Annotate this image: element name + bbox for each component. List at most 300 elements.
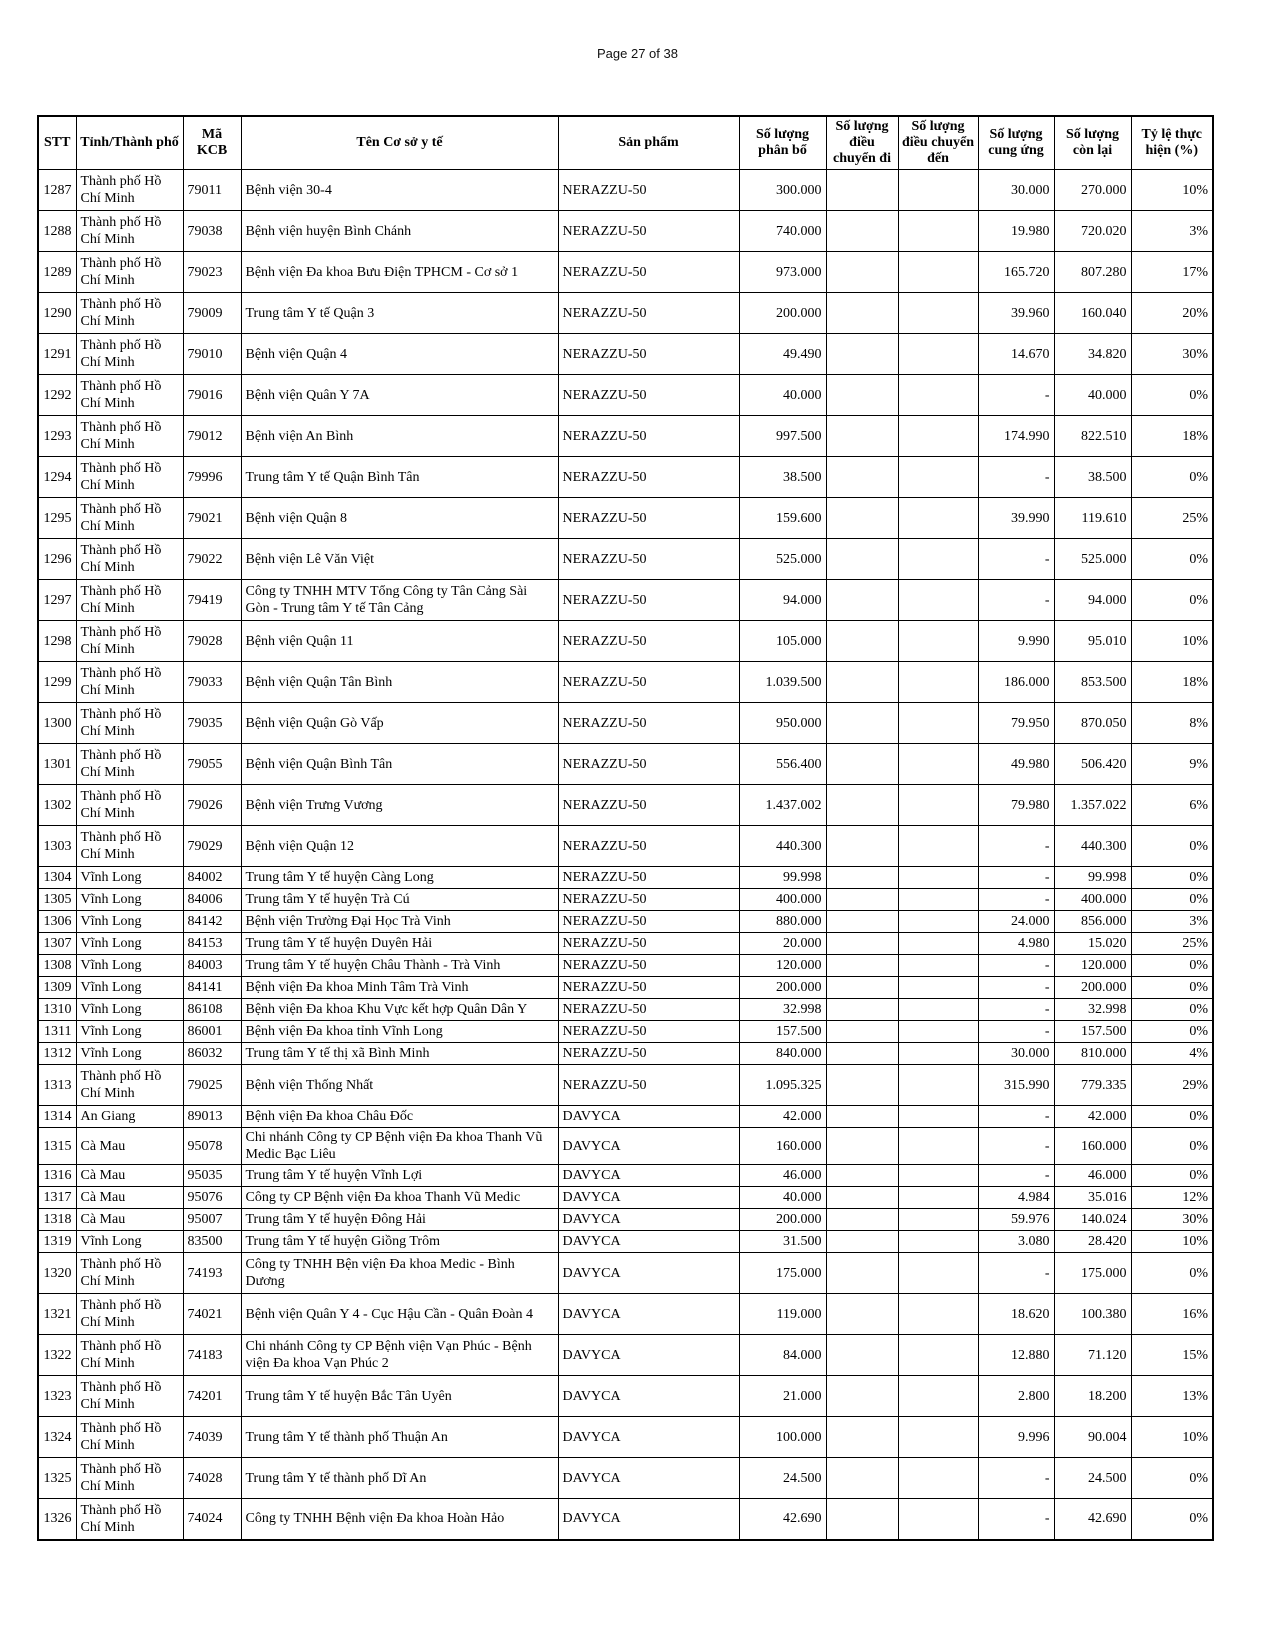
- cell-completion-rate: 0%: [1131, 1106, 1213, 1128]
- cell-transferred-in-qty: [898, 1106, 978, 1128]
- cell-remaining-qty: 157.500: [1054, 1021, 1131, 1043]
- cell-remaining-qty: 100.380: [1054, 1294, 1131, 1335]
- cell-product: NERAZZU-50: [558, 293, 739, 334]
- cell-transferred-out-qty: [826, 170, 898, 211]
- cell-allocated-qty: 24.500: [739, 1458, 826, 1499]
- cell-completion-rate: 0%: [1131, 375, 1213, 416]
- cell-province: Vĩnh Long: [76, 977, 183, 999]
- cell-province: Thành phố Hồ Chí Minh: [76, 1376, 183, 1417]
- cell-product: DAVYCA: [558, 1209, 739, 1231]
- table-row: [38, 170, 1213, 211]
- cell-stt: 1316: [38, 1165, 76, 1187]
- cell-product: NERAZZU-50: [558, 889, 739, 911]
- cell-supplied-qty: 59.976: [978, 1209, 1054, 1231]
- cell-stt: 1287: [38, 170, 76, 211]
- cell-transferred-out-qty: [826, 662, 898, 703]
- cell-province: Thành phố Hồ Chí Minh: [76, 457, 183, 498]
- cell-transferred-out-qty: [826, 211, 898, 252]
- cell-facility-name: Bệnh viện Đa khoa Khu Vực kết hợp Quân Dân Y: [241, 999, 558, 1021]
- cell-facility-name: Trung tâm Y tế huyện Duyên Hải: [241, 933, 558, 955]
- cell-facility-name: Chi nhánh Công ty CP Bệnh viện Đa khoa Thanh Vũ Medic Bạc Liêu: [241, 1128, 558, 1165]
- cell-completion-rate: 0%: [1131, 539, 1213, 580]
- cell-remaining-qty: 175.000: [1054, 1253, 1131, 1294]
- column-header-supplied-qty: Số lượng cung ứng: [978, 116, 1054, 170]
- cell-allocated-qty: 105.000: [739, 621, 826, 662]
- cell-completion-rate: 0%: [1131, 999, 1213, 1021]
- cell-remaining-qty: 810.000: [1054, 1043, 1131, 1065]
- cell-completion-rate: 0%: [1131, 826, 1213, 867]
- cell-allocated-qty: 200.000: [739, 293, 826, 334]
- cell-completion-rate: 0%: [1131, 1499, 1213, 1540]
- cell-facility-name: Chi nhánh Công ty CP Bệnh viện Vạn Phúc - Bệnh viện Đa khoa Vạn Phúc 2: [241, 1335, 558, 1376]
- cell-completion-rate: 3%: [1131, 211, 1213, 252]
- cell-facility-code: 74201: [183, 1376, 241, 1417]
- cell-transferred-in-qty: [898, 375, 978, 416]
- table-row: [38, 1043, 1213, 1065]
- cell-facility-name: Trung tâm Y tế Quận Bình Tân: [241, 457, 558, 498]
- cell-product: DAVYCA: [558, 1106, 739, 1128]
- cell-allocated-qty: 175.000: [739, 1253, 826, 1294]
- cell-allocated-qty: 31.500: [739, 1231, 826, 1253]
- cell-remaining-qty: 119.610: [1054, 498, 1131, 539]
- cell-stt: 1317: [38, 1187, 76, 1209]
- column-header-completion-rate: Tỷ lệ thực hiện (%): [1131, 116, 1213, 170]
- cell-transferred-in-qty: [898, 1376, 978, 1417]
- cell-stt: 1305: [38, 889, 76, 911]
- column-header-transferred-in-qty: Số lượng điều chuyển đến: [898, 116, 978, 170]
- cell-remaining-qty: 120.000: [1054, 955, 1131, 977]
- cell-facility-code: 79038: [183, 211, 241, 252]
- cell-transferred-out-qty: [826, 1106, 898, 1128]
- cell-province: Vĩnh Long: [76, 889, 183, 911]
- cell-completion-rate: 29%: [1131, 1065, 1213, 1106]
- cell-completion-rate: 0%: [1131, 457, 1213, 498]
- cell-completion-rate: 30%: [1131, 1209, 1213, 1231]
- cell-supplied-qty: 3.080: [978, 1231, 1054, 1253]
- cell-remaining-qty: 779.335: [1054, 1065, 1131, 1106]
- cell-transferred-out-qty: [826, 539, 898, 580]
- cell-completion-rate: 18%: [1131, 416, 1213, 457]
- cell-allocated-qty: 38.500: [739, 457, 826, 498]
- cell-province: Vĩnh Long: [76, 1231, 183, 1253]
- cell-facility-code: 86032: [183, 1043, 241, 1065]
- cell-product: DAVYCA: [558, 1376, 739, 1417]
- cell-completion-rate: 12%: [1131, 1187, 1213, 1209]
- cell-province: Cà Mau: [76, 1128, 183, 1165]
- cell-completion-rate: 25%: [1131, 498, 1213, 539]
- cell-supplied-qty: -: [978, 999, 1054, 1021]
- cell-remaining-qty: 15.020: [1054, 933, 1131, 955]
- cell-product: NERAZZU-50: [558, 580, 739, 621]
- cell-product: DAVYCA: [558, 1187, 739, 1209]
- cell-allocated-qty: 950.000: [739, 703, 826, 744]
- cell-remaining-qty: 853.500: [1054, 662, 1131, 703]
- column-header-facility-code: Mã KCB: [183, 116, 241, 170]
- cell-stt: 1324: [38, 1417, 76, 1458]
- column-header-stt: STT: [38, 116, 76, 170]
- cell-facility-name: Bệnh viện 30-4: [241, 170, 558, 211]
- cell-province: Thành phố Hồ Chí Minh: [76, 416, 183, 457]
- cell-completion-rate: 0%: [1131, 867, 1213, 889]
- cell-remaining-qty: 720.020: [1054, 211, 1131, 252]
- cell-allocated-qty: 20.000: [739, 933, 826, 955]
- cell-facility-name: Bệnh viện Thống Nhất: [241, 1065, 558, 1106]
- column-header-province: Tỉnh/Thành phố: [76, 116, 183, 170]
- cell-transferred-out-qty: [826, 911, 898, 933]
- cell-completion-rate: 8%: [1131, 703, 1213, 744]
- cell-transferred-in-qty: [898, 1253, 978, 1294]
- cell-transferred-in-qty: [898, 703, 978, 744]
- cell-remaining-qty: 32.998: [1054, 999, 1131, 1021]
- cell-allocated-qty: 1.039.500: [739, 662, 826, 703]
- cell-remaining-qty: 400.000: [1054, 889, 1131, 911]
- cell-stt: 1306: [38, 911, 76, 933]
- cell-completion-rate: 16%: [1131, 1294, 1213, 1335]
- cell-facility-name: Trung tâm Y tế huyện Càng Long: [241, 867, 558, 889]
- cell-product: DAVYCA: [558, 1335, 739, 1376]
- cell-transferred-in-qty: [898, 498, 978, 539]
- cell-facility-name: Trung tâm Y tế thành phố Dĩ An: [241, 1458, 558, 1499]
- cell-supplied-qty: 14.670: [978, 334, 1054, 375]
- cell-province: Thành phố Hồ Chí Minh: [76, 621, 183, 662]
- cell-transferred-in-qty: [898, 1335, 978, 1376]
- cell-facility-code: 79012: [183, 416, 241, 457]
- cell-product: NERAZZU-50: [558, 999, 739, 1021]
- cell-facility-code: 84002: [183, 867, 241, 889]
- table-row: [38, 1376, 1213, 1417]
- cell-province: Thành phố Hồ Chí Minh: [76, 785, 183, 826]
- cell-remaining-qty: 200.000: [1054, 977, 1131, 999]
- cell-stt: 1300: [38, 703, 76, 744]
- cell-stt: 1302: [38, 785, 76, 826]
- cell-allocated-qty: 880.000: [739, 911, 826, 933]
- cell-supplied-qty: -: [978, 1458, 1054, 1499]
- table-row: [38, 1499, 1213, 1540]
- cell-allocated-qty: 159.600: [739, 498, 826, 539]
- cell-province: Thành phố Hồ Chí Minh: [76, 826, 183, 867]
- cell-transferred-out-qty: [826, 1043, 898, 1065]
- cell-facility-name: Bệnh viện Quận Bình Tân: [241, 744, 558, 785]
- cell-facility-name: Bệnh viện Quận 8: [241, 498, 558, 539]
- cell-transferred-in-qty: [898, 1209, 978, 1231]
- cell-facility-name: Bệnh viện Quận Gò Vấp: [241, 703, 558, 744]
- cell-allocated-qty: 40.000: [739, 1187, 826, 1209]
- cell-supplied-qty: -: [978, 375, 1054, 416]
- cell-stt: 1323: [38, 1376, 76, 1417]
- cell-completion-rate: 0%: [1131, 1458, 1213, 1499]
- cell-stt: 1298: [38, 621, 76, 662]
- cell-remaining-qty: 270.000: [1054, 170, 1131, 211]
- cell-stt: 1321: [38, 1294, 76, 1335]
- cell-stt: 1318: [38, 1209, 76, 1231]
- cell-province: Thành phố Hồ Chí Minh: [76, 580, 183, 621]
- cell-facility-code: 79035: [183, 703, 241, 744]
- cell-transferred-out-qty: [826, 977, 898, 999]
- cell-stt: 1314: [38, 1106, 76, 1128]
- cell-supplied-qty: -: [978, 977, 1054, 999]
- cell-transferred-out-qty: [826, 785, 898, 826]
- cell-facility-code: 79010: [183, 334, 241, 375]
- cell-supplied-qty: 19.980: [978, 211, 1054, 252]
- table-row: [38, 539, 1213, 580]
- cell-allocated-qty: 300.000: [739, 170, 826, 211]
- cell-transferred-out-qty: [826, 334, 898, 375]
- cell-stt: 1299: [38, 662, 76, 703]
- cell-facility-name: Bệnh viện Lê Văn Việt: [241, 539, 558, 580]
- cell-facility-code: 79029: [183, 826, 241, 867]
- cell-supplied-qty: 24.000: [978, 911, 1054, 933]
- table-row: [38, 1294, 1213, 1335]
- table-row: [38, 744, 1213, 785]
- cell-facility-code: 95078: [183, 1128, 241, 1165]
- cell-stt: 1309: [38, 977, 76, 999]
- cell-stt: 1303: [38, 826, 76, 867]
- cell-stt: 1312: [38, 1043, 76, 1065]
- table-row: [38, 955, 1213, 977]
- cell-stt: 1310: [38, 999, 76, 1021]
- cell-province: Thành phố Hồ Chí Minh: [76, 498, 183, 539]
- cell-stt: 1294: [38, 457, 76, 498]
- cell-province: Vĩnh Long: [76, 933, 183, 955]
- cell-transferred-out-qty: [826, 703, 898, 744]
- cell-province: Vĩnh Long: [76, 867, 183, 889]
- cell-transferred-in-qty: [898, 252, 978, 293]
- cell-province: Thành phố Hồ Chí Minh: [76, 293, 183, 334]
- table-row: [38, 826, 1213, 867]
- cell-supplied-qty: 4.980: [978, 933, 1054, 955]
- table-row: [38, 1417, 1213, 1458]
- cell-allocated-qty: 440.300: [739, 826, 826, 867]
- cell-province: Cà Mau: [76, 1187, 183, 1209]
- table-row: [38, 1106, 1213, 1128]
- cell-facility-name: Trung tâm Y tế huyện Vĩnh Lợi: [241, 1165, 558, 1187]
- cell-supplied-qty: 49.980: [978, 744, 1054, 785]
- cell-transferred-out-qty: [826, 867, 898, 889]
- cell-supplied-qty: -: [978, 580, 1054, 621]
- cell-supplied-qty: 79.980: [978, 785, 1054, 826]
- table-row: [38, 1021, 1213, 1043]
- cell-supplied-qty: -: [978, 1165, 1054, 1187]
- cell-facility-name: Công ty TNHH Bện viện Đa khoa Medic - Bình Dương: [241, 1253, 558, 1294]
- cell-facility-name: Bệnh viện Quận Tân Bình: [241, 662, 558, 703]
- cell-remaining-qty: 1.357.022: [1054, 785, 1131, 826]
- cell-product: NERAZZU-50: [558, 252, 739, 293]
- table-row: [38, 621, 1213, 662]
- cell-facility-code: 79025: [183, 1065, 241, 1106]
- cell-remaining-qty: 38.500: [1054, 457, 1131, 498]
- column-header-transferred-out-qty: Số lượng điều chuyển đi: [826, 116, 898, 170]
- cell-province: Thành phố Hồ Chí Minh: [76, 1417, 183, 1458]
- cell-facility-code: 83500: [183, 1231, 241, 1253]
- cell-transferred-out-qty: [826, 955, 898, 977]
- cell-completion-rate: 6%: [1131, 785, 1213, 826]
- cell-allocated-qty: 740.000: [739, 211, 826, 252]
- cell-supplied-qty: 4.984: [978, 1187, 1054, 1209]
- cell-allocated-qty: 32.998: [739, 999, 826, 1021]
- cell-remaining-qty: 46.000: [1054, 1165, 1131, 1187]
- cell-remaining-qty: 28.420: [1054, 1231, 1131, 1253]
- cell-stt: 1322: [38, 1335, 76, 1376]
- cell-transferred-out-qty: [826, 933, 898, 955]
- table-body: [38, 170, 1213, 1540]
- cell-facility-code: 79021: [183, 498, 241, 539]
- cell-remaining-qty: 90.004: [1054, 1417, 1131, 1458]
- cell-transferred-in-qty: [898, 457, 978, 498]
- cell-transferred-out-qty: [826, 252, 898, 293]
- cell-province: Vĩnh Long: [76, 1043, 183, 1065]
- cell-transferred-out-qty: [826, 293, 898, 334]
- cell-province: Cà Mau: [76, 1209, 183, 1231]
- cell-transferred-in-qty: [898, 977, 978, 999]
- cell-remaining-qty: 34.820: [1054, 334, 1131, 375]
- cell-facility-name: Trung tâm Y tế huyện Bắc Tân Uyên: [241, 1376, 558, 1417]
- cell-transferred-out-qty: [826, 416, 898, 457]
- cell-completion-rate: 25%: [1131, 933, 1213, 955]
- cell-facility-code: 79023: [183, 252, 241, 293]
- cell-facility-code: 79011: [183, 170, 241, 211]
- cell-stt: 1288: [38, 211, 76, 252]
- cell-facility-code: 95076: [183, 1187, 241, 1209]
- cell-province: Vĩnh Long: [76, 911, 183, 933]
- cell-supplied-qty: -: [978, 457, 1054, 498]
- cell-facility-name: Trung tâm Y tế huyện Giồng Trôm: [241, 1231, 558, 1253]
- cell-transferred-in-qty: [898, 170, 978, 211]
- cell-province: Thành phố Hồ Chí Minh: [76, 1499, 183, 1540]
- cell-stt: 1315: [38, 1128, 76, 1165]
- cell-province: Thành phố Hồ Chí Minh: [76, 334, 183, 375]
- cell-allocated-qty: 556.400: [739, 744, 826, 785]
- table-row: [38, 662, 1213, 703]
- cell-facility-name: Trung tâm Y tế huyện Trà Cú: [241, 889, 558, 911]
- cell-product: NERAZZU-50: [558, 662, 739, 703]
- cell-product: NERAZZU-50: [558, 334, 739, 375]
- cell-facility-code: 74024: [183, 1499, 241, 1540]
- cell-product: DAVYCA: [558, 1253, 739, 1294]
- cell-supplied-qty: 12.880: [978, 1335, 1054, 1376]
- cell-province: An Giang: [76, 1106, 183, 1128]
- cell-product: DAVYCA: [558, 1294, 739, 1335]
- cell-facility-code: 74028: [183, 1458, 241, 1499]
- cell-transferred-in-qty: [898, 1065, 978, 1106]
- cell-completion-rate: 15%: [1131, 1335, 1213, 1376]
- cell-transferred-in-qty: [898, 1231, 978, 1253]
- cell-completion-rate: 0%: [1131, 1128, 1213, 1165]
- cell-product: NERAZZU-50: [558, 211, 739, 252]
- cell-stt: 1304: [38, 867, 76, 889]
- column-header-product: Sản phẩm: [558, 116, 739, 170]
- cell-supplied-qty: 174.990: [978, 416, 1054, 457]
- cell-province: Thành phố Hồ Chí Minh: [76, 744, 183, 785]
- cell-facility-name: Công ty CP Bệnh viện Đa khoa Thanh Vũ Medic: [241, 1187, 558, 1209]
- cell-province: Thành phố Hồ Chí Minh: [76, 1294, 183, 1335]
- table-row: [38, 1231, 1213, 1253]
- cell-product: NERAZZU-50: [558, 416, 739, 457]
- cell-allocated-qty: 84.000: [739, 1335, 826, 1376]
- table-row: [38, 977, 1213, 999]
- cell-facility-name: Bệnh viện huyện Bình Chánh: [241, 211, 558, 252]
- column-header-facility-name: Tên Cơ sở y tế: [241, 116, 558, 170]
- cell-transferred-in-qty: [898, 785, 978, 826]
- cell-facility-code: 84006: [183, 889, 241, 911]
- cell-product: DAVYCA: [558, 1128, 739, 1165]
- cell-transferred-in-qty: [898, 662, 978, 703]
- cell-product: DAVYCA: [558, 1417, 739, 1458]
- cell-product: NERAZZU-50: [558, 539, 739, 580]
- cell-remaining-qty: 856.000: [1054, 911, 1131, 933]
- cell-transferred-in-qty: [898, 1187, 978, 1209]
- cell-remaining-qty: 71.120: [1054, 1335, 1131, 1376]
- cell-stt: 1313: [38, 1065, 76, 1106]
- cell-facility-name: Bệnh viện Quân Y 4 - Cục Hậu Cần - Quân Đoàn 4: [241, 1294, 558, 1335]
- cell-supplied-qty: -: [978, 1106, 1054, 1128]
- cell-remaining-qty: 807.280: [1054, 252, 1131, 293]
- cell-transferred-in-qty: [898, 933, 978, 955]
- cell-completion-rate: 0%: [1131, 889, 1213, 911]
- cell-transferred-in-qty: [898, 1417, 978, 1458]
- cell-province: Thành phố Hồ Chí Minh: [76, 170, 183, 211]
- cell-stt: 1293: [38, 416, 76, 457]
- cell-allocated-qty: 400.000: [739, 889, 826, 911]
- cell-facility-name: Bệnh viện Đa khoa Châu Đốc: [241, 1106, 558, 1128]
- table-row: [38, 1253, 1213, 1294]
- cell-transferred-out-qty: [826, 1376, 898, 1417]
- table-row: [38, 1458, 1213, 1499]
- cell-allocated-qty: 49.490: [739, 334, 826, 375]
- cell-facility-code: 79419: [183, 580, 241, 621]
- cell-allocated-qty: 997.500: [739, 416, 826, 457]
- cell-supplied-qty: 9.990: [978, 621, 1054, 662]
- cell-facility-name: Bệnh viện Trưng Vương: [241, 785, 558, 826]
- cell-product: DAVYCA: [558, 1499, 739, 1540]
- cell-remaining-qty: 94.000: [1054, 580, 1131, 621]
- cell-province: Thành phố Hồ Chí Minh: [76, 662, 183, 703]
- cell-facility-code: 79055: [183, 744, 241, 785]
- cell-remaining-qty: 870.050: [1054, 703, 1131, 744]
- cell-transferred-in-qty: [898, 826, 978, 867]
- cell-supplied-qty: 30.000: [978, 170, 1054, 211]
- cell-transferred-in-qty: [898, 889, 978, 911]
- cell-facility-code: 79028: [183, 621, 241, 662]
- cell-province: Vĩnh Long: [76, 1021, 183, 1043]
- cell-facility-code: 84153: [183, 933, 241, 955]
- cell-transferred-out-qty: [826, 999, 898, 1021]
- cell-supplied-qty: -: [978, 1253, 1054, 1294]
- column-header-allocated-qty: Số lượng phân bổ: [739, 116, 826, 170]
- cell-transferred-in-qty: [898, 580, 978, 621]
- cell-allocated-qty: 119.000: [739, 1294, 826, 1335]
- table-row: [38, 211, 1213, 252]
- cell-product: NERAZZU-50: [558, 867, 739, 889]
- page-number: Page 27 of 38: [597, 46, 678, 61]
- cell-product: NERAZZU-50: [558, 977, 739, 999]
- table-row: [38, 889, 1213, 911]
- cell-facility-name: Công ty TNHH MTV Tổng Công ty Tân Cảng Sài Gòn - Trung tâm Y tế Tân Cảng: [241, 580, 558, 621]
- table-row: [38, 580, 1213, 621]
- cell-province: Cà Mau: [76, 1165, 183, 1187]
- cell-facility-name: Trung tâm Y tế thị xã Bình Minh: [241, 1043, 558, 1065]
- cell-completion-rate: 10%: [1131, 170, 1213, 211]
- cell-allocated-qty: 100.000: [739, 1417, 826, 1458]
- cell-facility-code: 74193: [183, 1253, 241, 1294]
- cell-transferred-out-qty: [826, 1417, 898, 1458]
- cell-completion-rate: 13%: [1131, 1376, 1213, 1417]
- cell-stt: 1301: [38, 744, 76, 785]
- cell-remaining-qty: 95.010: [1054, 621, 1131, 662]
- cell-product: NERAZZU-50: [558, 1065, 739, 1106]
- cell-transferred-out-qty: [826, 375, 898, 416]
- table-row: [38, 1335, 1213, 1376]
- cell-stt: 1308: [38, 955, 76, 977]
